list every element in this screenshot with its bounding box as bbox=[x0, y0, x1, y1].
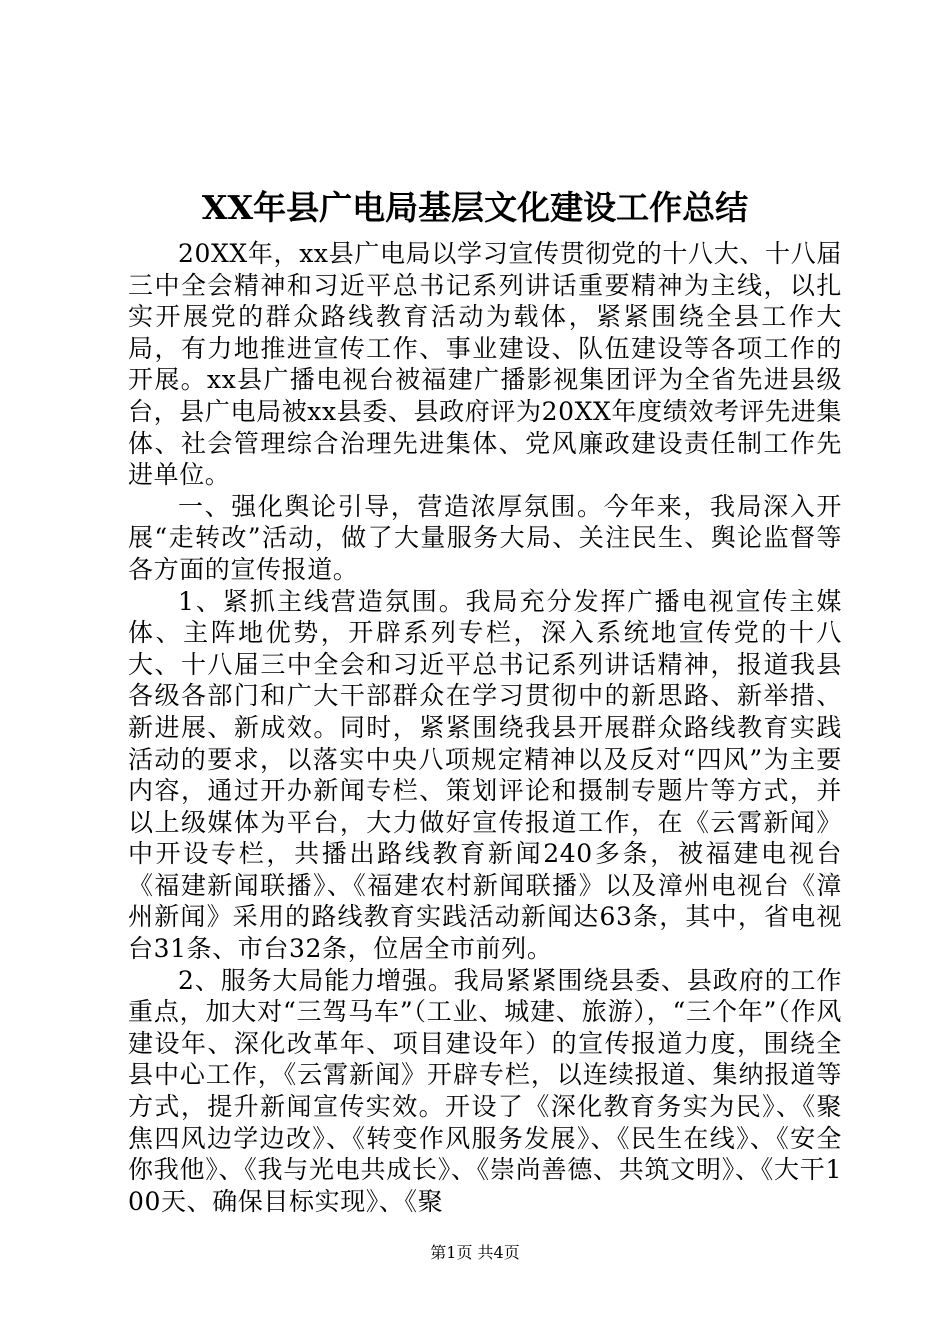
paragraph-section-1: 一、强化舆论引导，营造浓厚氛围。今年来，我局深入开展“走转改”活动，做了大量服务大局、关注民生、舆论监督等各方面的宣传报道。 bbox=[128, 491, 842, 584]
paragraph-intro: 20XX年，xx县广电局以学习宣传贯彻党的十八大、十八届三中全会精神和习近平总书记系列讲话重要精神为主线，以扎实开展党的群众路线教育活动为载体，紧紧围绕全县工作大局，有力地推进宣传工作、事业建设、队伍建设等各项工作的开展。xx县广播电视台被福建广播影视集团评为全省先进县级台，县广电局被xx县委、县政府评为20XX年度绩效考评先进集体、社会管理综合治理先进集体、党风廉政建设责任制工作先进单位。 bbox=[128, 239, 842, 490]
paragraph-item-1: 1、紧抓主线营造氛围。我局充分发挥广播电视宣传主媒体、主阵地优势，开辟系列专栏，深入系统地宣传党的十八大、十八届三中全会和习近平总书记系列讲话精神，报道我县各级各部门和广大干部群众在学习贯彻中的新思路、新举措、新进展、新成效。同时，紧紧围绕我县开展群众路线教育实践活动的要求，以落实中央八项规定精神以及反对“四风”为主要内容，通过开办新闻专栏、策划评论和摄制专题片等方式，并以上级媒体为平台，大力做好宣传报道工作，在《云霄新闻》中开设专栏，共播出路线教育新闻240多条，被福建电视台《福建新闻联播》、《福建农村新闻联播》以及漳州电视台《漳州新闻》采用的路线教育实践活动新闻达63条，其中，省电视台31条、市台32条，位居全市前列。 bbox=[128, 586, 842, 964]
page-number-footer: 第1页 共4页 bbox=[430, 1243, 520, 1262]
paragraph-item-2: 2、服务大局能力增强。我局紧紧围绕县委、县政府的工作重点，加大对“三驾马车”（工业、城建、旅游），“三个年”（作风建设年、深化改革年、项目建设年）的宣传报道力度，围绕全县中心工作，《云霄新闻》开辟专栏，以连续报道、集纳报道等方式，提升新闻宣传实效。开设了《深化教育务实为民》、《聚焦四风边学边改》、《转变作风服务发展》、《民生在线》、《安全你我他》、《我与光电共成长》、《崇尚善德、共筑文明》、《大干100天、确保目标实现》、《聚 bbox=[128, 965, 842, 1216]
document-title: XX年县广电局基层文化建设工作总结 bbox=[201, 188, 749, 227]
document-body bbox=[128, 238, 842, 1217]
